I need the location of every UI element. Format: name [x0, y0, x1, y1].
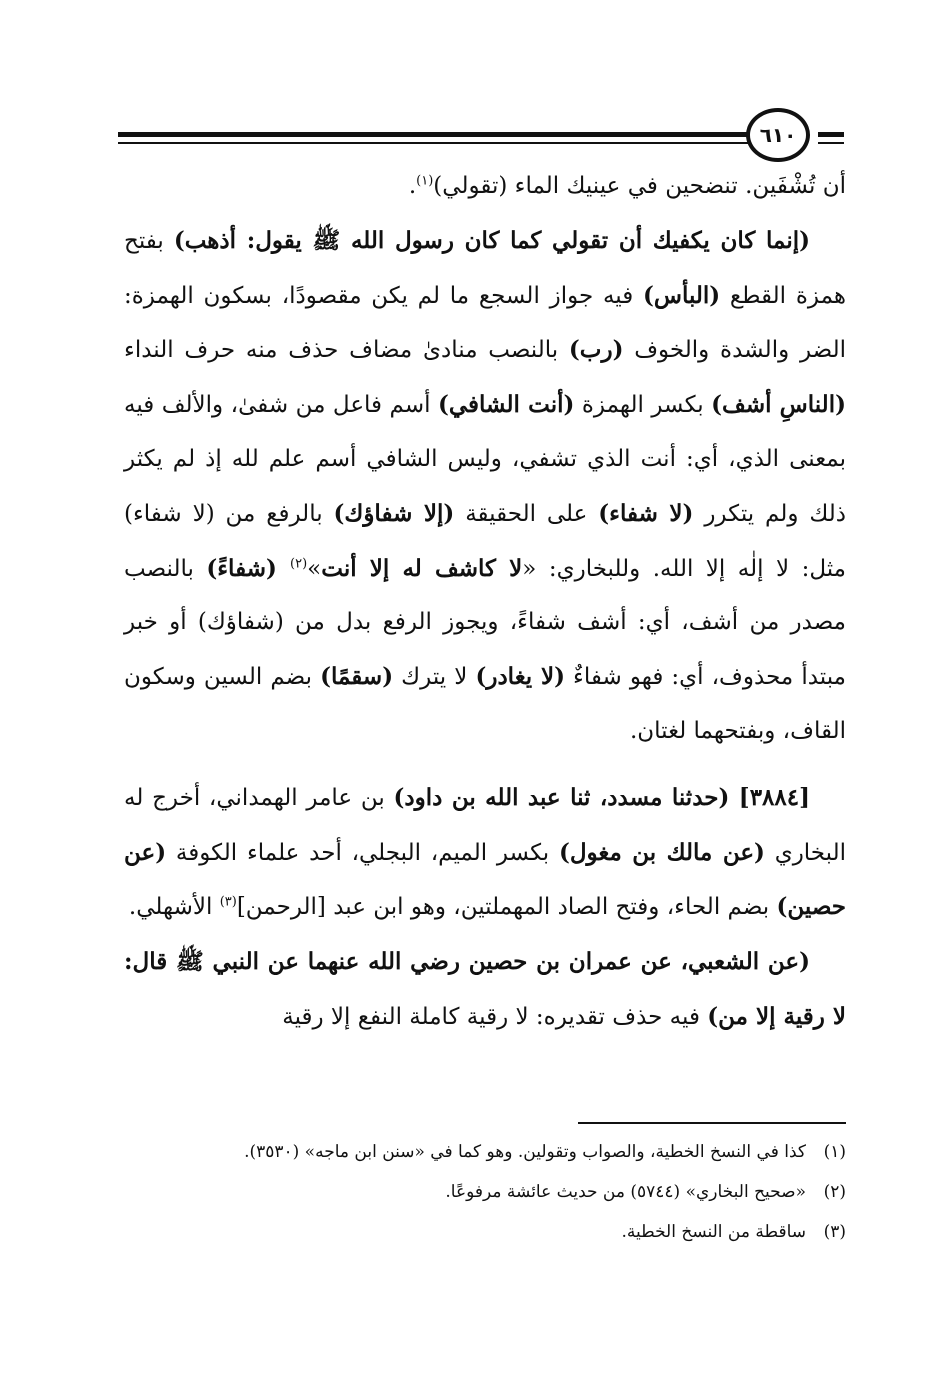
text-run: بضم الحاء، وفتح الصاد المهملتين، وهو ابن عبد [الرحمن]: [236, 894, 777, 921]
bold-run: (البأس): [642, 281, 721, 309]
footnote-text: «صحيح البخاري» (٥٧٤٤) من حديث عائشة مرفوعًا.: [445, 1182, 806, 1202]
bold-run: (أنت الشافي): [437, 391, 575, 419]
bold-run: (سقمًا): [320, 663, 394, 691]
text-run: بفتح همزة القطع: [124, 227, 846, 309]
page-header: [118, 108, 844, 166]
text-run: .: [408, 173, 417, 199]
footnote-text: ساقطة من النسخ الخطية.: [621, 1222, 806, 1242]
text-run: بن عامر الهمداني، أخرج له البخاري: [124, 784, 846, 866]
bold-run: (عن مالك بن مغول): [558, 838, 765, 866]
main-text: [124, 160, 846, 1045]
paragraph-3: [124, 771, 846, 935]
text-run: بالرفع من (لا شفاء) مثل: لا إلٰه إلا الله. وللبخاري: «: [124, 500, 846, 582]
footnote-number: (٣): [823, 1222, 846, 1242]
bold-run: (إنما كان يكفيك أن تقولي كما كان رسول الله ﷺ يقول: أذهب): [173, 226, 810, 254]
text-run: بكسر الهمزة: [574, 392, 712, 419]
text-run: على الحقيقة: [454, 500, 599, 527]
bold-run: (رب): [568, 336, 624, 364]
bold-run: (لا يغادر): [475, 663, 565, 691]
text-run: بضم السين وسكون القاف، وبفتحهما لغتان.: [124, 664, 846, 744]
header-rule-thin: [118, 142, 748, 144]
paragraph-1: [124, 160, 846, 214]
paragraph-2: [124, 214, 846, 759]
header-rule-right-thin: [818, 142, 844, 144]
page-number: ٦١٠: [746, 108, 810, 162]
bold-run: لا كاشف له إلا أنت: [321, 554, 523, 582]
header-rule: [118, 132, 748, 137]
footnote: [124, 1212, 846, 1252]
text-run: بالنصب مصدر من أشف، أي: أشف شفاءً، ويجوز الرفع بدل من (شفاؤك) أو خبر مبتدأ محذوف، أي: فهو شفاءٌ: [124, 555, 846, 691]
text-run: فيه جواز السجع ما لم يكن مقصودًا، بسكون الهمزة: الضر والشدة والخوف: [124, 282, 846, 364]
text-run: الأشهلي.: [128, 894, 220, 921]
footnote: [124, 1132, 846, 1172]
bold-run: (عن الشعبي، عن عمران بن حصين رضي الله عنهما عن النبي ﷺ قال: لا رقية إلا من): [124, 948, 846, 1030]
footnote-text: كذا في النسخ الخطية، والصواب وتقولين. وهو كما في «سنن ابن ماجه» (٣٥٣٠).: [244, 1142, 806, 1162]
header-rule-right: [818, 132, 844, 137]
footnote-number: (١): [823, 1142, 846, 1162]
footnote-ref: (١): [416, 173, 434, 189]
text-run: لا يترك: [393, 664, 476, 691]
bold-run: [٣٨٨٤] (حدثنا مسدد، ثنا عبد الله بن داود): [393, 783, 810, 811]
footnote-ref: (٢): [290, 555, 308, 571]
paragraph-4: [124, 935, 846, 1045]
text-run: بكسر الميم، البجلي، أحد علماء الكوفة: [166, 839, 559, 866]
bold-run: (لا شفاء): [598, 499, 694, 527]
footnote: [124, 1172, 846, 1212]
text-run: بالنصب منادىٰ مضاف حذف منه حرف النداء: [124, 337, 569, 364]
bold-run: (إلا شفاؤك): [333, 499, 455, 527]
text-run: أن تُشْفَين. تنضحين في عينيك الماء (تقولي): [433, 173, 846, 199]
text-run: فيه حذف تقديره: لا رقية كاملة النفع إلا رقية: [282, 1003, 708, 1030]
bold-run: (شفاءً): [206, 554, 291, 582]
footnote-ref: (٣): [219, 894, 237, 910]
footnote-number: (٢): [823, 1182, 846, 1202]
footnotes: [124, 1132, 846, 1252]
bold-run: (عن حصين): [124, 838, 846, 921]
text-run: أسم فاعل من شفىٰ، والألف فيه بمعنى الذي، أي: أنت الذي تشفي، وليس الشافي أسم علم لله إذ لم يكثر ذلك ولم يتكرر: [124, 392, 846, 527]
bold-run: (الناسِ أشف): [711, 391, 846, 419]
footnote-separator: [578, 1122, 846, 1124]
text-run: »: [307, 555, 322, 582]
